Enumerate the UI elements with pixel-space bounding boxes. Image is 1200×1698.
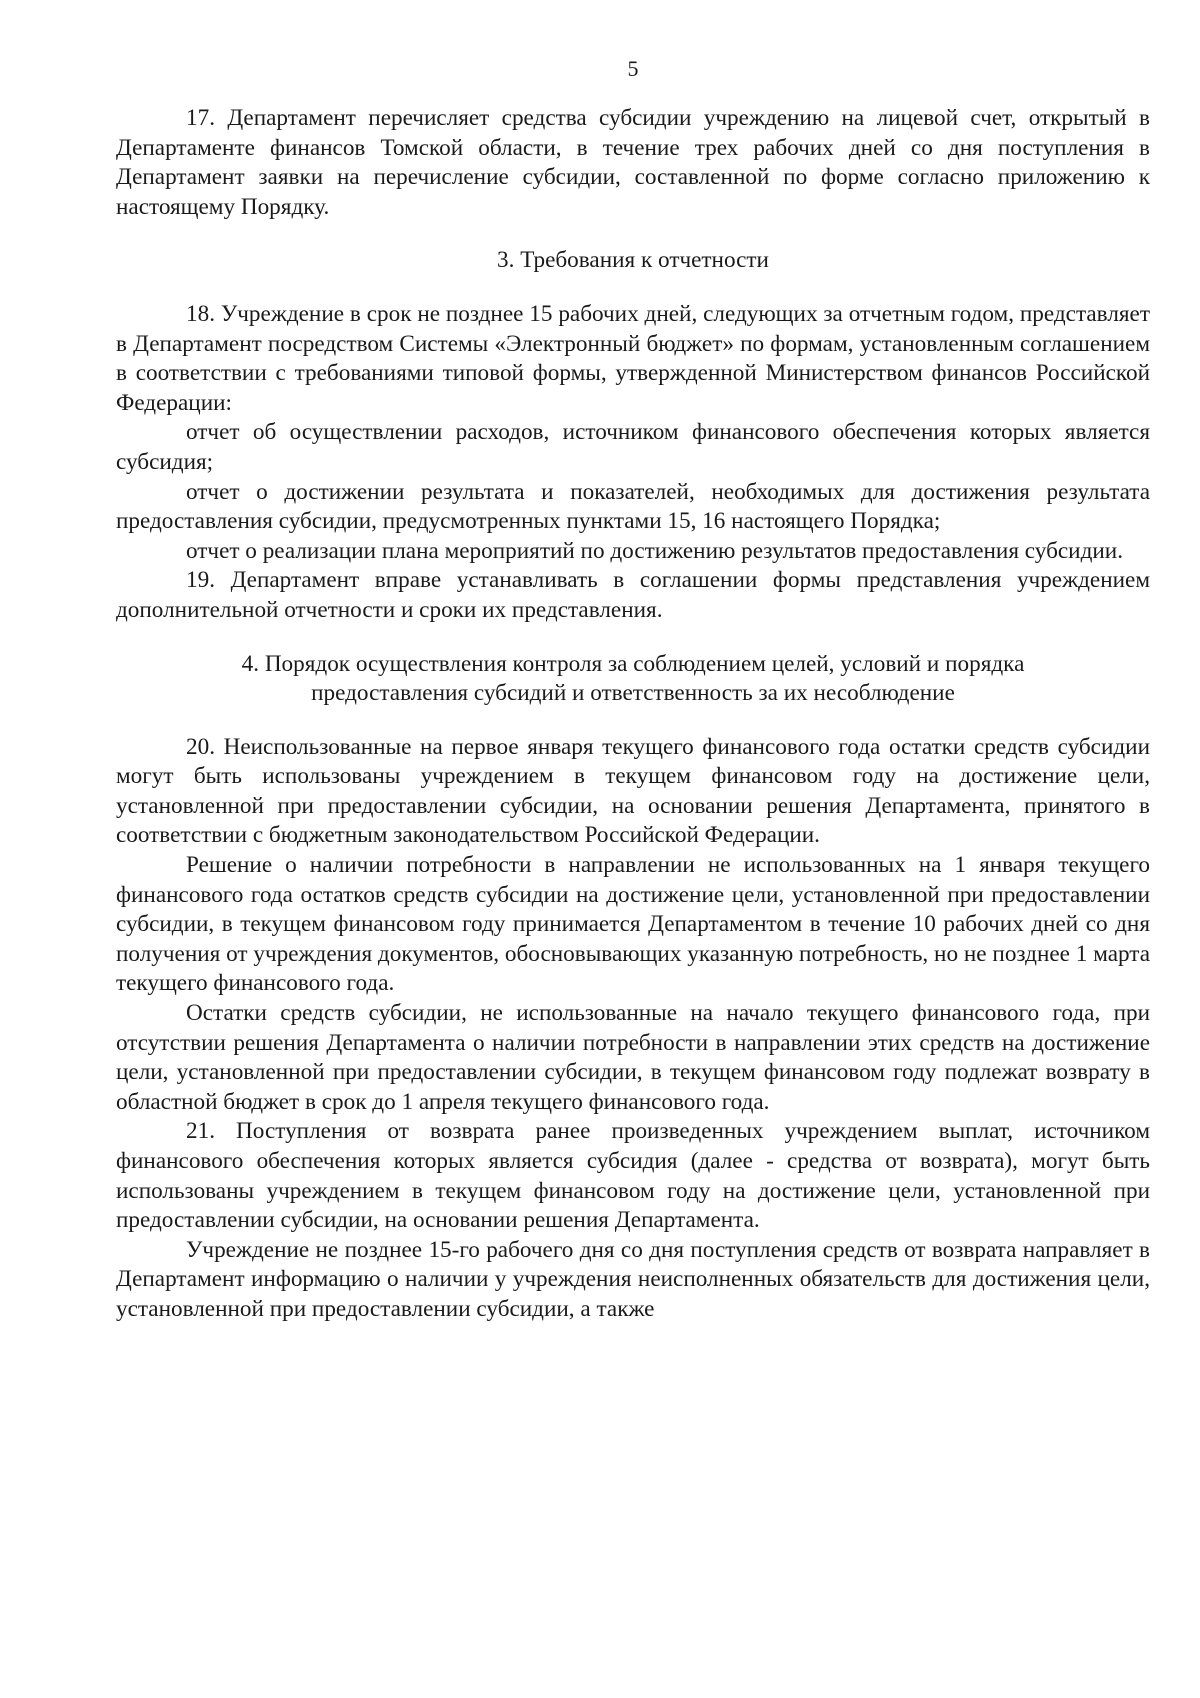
paragraph-18-report-expenses: отчет об осуществлении расходов, источником финансового обеспечения которых является субсидия;	[116, 419, 1150, 475]
document-page	[116, 56, 1150, 1325]
paragraph-21-info: Учреждение не позднее 15-го рабочего дня со дня поступления средств от возврата направляет в Департамент информацию о наличии у учреждения неисполненных обязательств для достижения цели, установленной при предоставлении субсидии, а также	[116, 1236, 1150, 1322]
paragraph-18: 18. Учреждение в срок не позднее 15 рабочих дней, следующих за отчетным годом, представляет в Департамент посредством Системы «Электронный бюджет» по формам, установленным соглашением в соответствии с требованиями типовой формы, утвержденной Министерством финансов Российской Федерации:	[116, 300, 1150, 416]
paragraph-19: 19. Департамент вправе устанавливать в соглашении формы представления учреждением дополнительной отчетности и сроки их представления.	[116, 567, 1150, 623]
paragraph-17: 17. Департамент перечисляет средства субсидии учреждению на лицевой счет, открытый в Департаменте финансов Томской области, в течение трех рабочих дней со дня поступления в Департамент заявки на перечисление субсидии, составленной по форме согласно приложению к настоящему Порядку.	[116, 105, 1150, 220]
paragraph-20-decision: Решение о наличии потребности в направлении не использованных на 1 января текущего финансового года остатков средств субсидии на достижение цели, установленной при предоставлении субсидии, в текущем финансовом году принимается Департаментом в течение 10 рабочих дней со дня получения от учреждения документов, обосновывающих указанную потребность, но не позднее 1 марта текущего финансового года.	[116, 852, 1150, 997]
paragraph-20: 20. Неиспользованные на первое января текущего финансового года остатки средств субсидии могут быть использованы учреждением в текущем финансовом году на достижение цели, установленной при предоставлении субсидии, на основании решения Департамента, принятого в соответствии с бюджетным законодательством Российской Федерации.	[116, 733, 1150, 849]
paragraph-18-report-results: отчет о достижении результата и показателей, необходимых для достижения результата предоставления субсидии, предусмотренных пунктами 15, 16 настоящего Порядка;	[116, 478, 1150, 535]
page-number: 5	[627, 56, 639, 81]
section-heading-4-line-2: предоставления субсидий и ответственность за их несоблюдение	[311, 680, 955, 707]
section-heading-4	[116, 650, 1150, 709]
paragraph-20-remains: Остатки средств субсидии, не использованные на начало текущего финансового года, при отсутствии решения Департамента о наличии потребности в направлении этих средств на достижение цели, установленной при предоставлении субсидии, в текущем финансовом году подлежат возврату в областной бюджет в срок до 1 апреля текущего финансового года.	[116, 1000, 1150, 1115]
section-heading-3: 3. Требования к отчетности	[497, 247, 769, 274]
section-heading-4-line-1: 4. Порядок осуществления контроля за соблюдением целей, условий и порядка	[241, 650, 1025, 677]
paragraph-18-report-plan: отчет о реализации плана мероприятий по достижению результатов предоставления субсидии.	[186, 537, 1123, 564]
paragraph-21: 21. Поступления от возврата ранее произведенных учреждением выплат, источником финансового обеспечения которых является субсидия (далее - средства от возврата), могут быть использованы учреждением в текущем финансовом году на достижение цели, установленной при предоставлении субсидии, на основании решения Департамента.	[116, 1118, 1150, 1234]
